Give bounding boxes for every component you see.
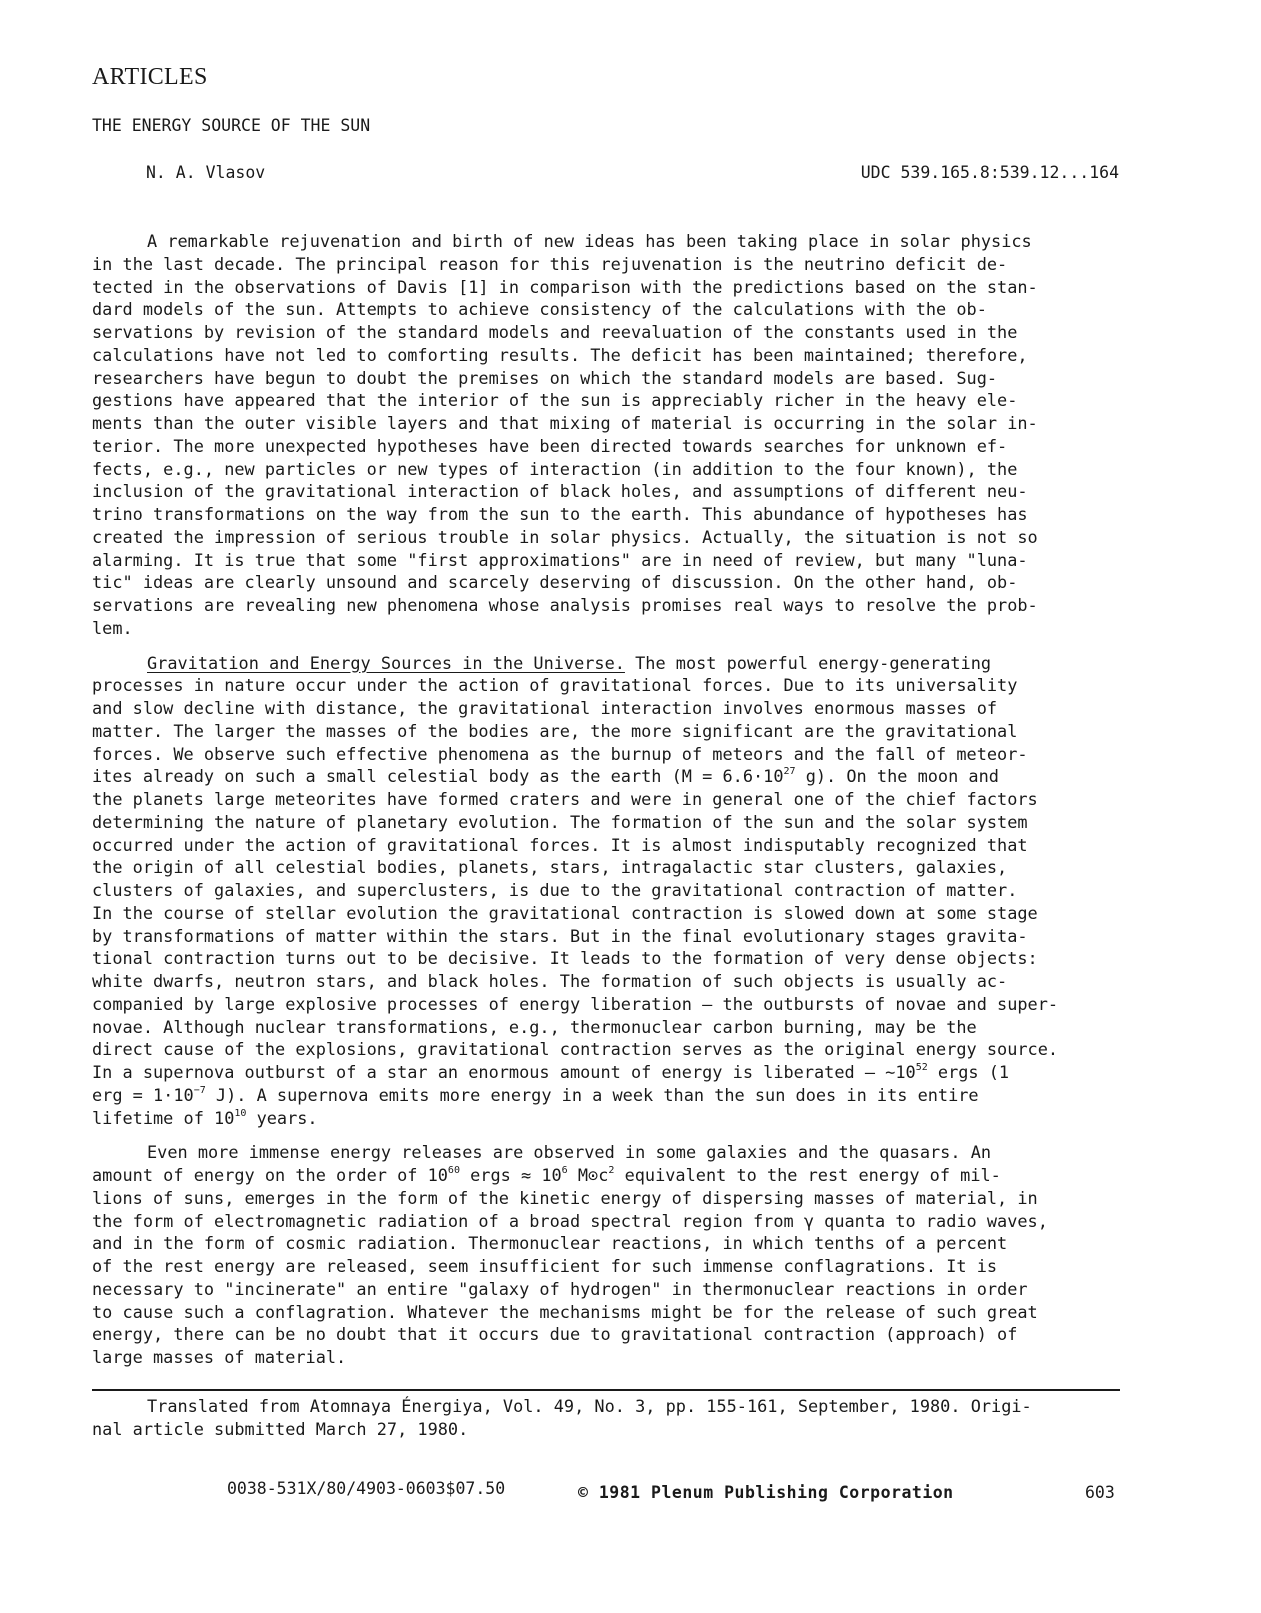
body-line: created the impression of serious trouble in solar physics. Actually, the situation is not so <box>92 526 1038 547</box>
body-line: alarming. It is true that some "first approximations" are in need of review, but many "luna- <box>92 549 1028 570</box>
section-heading: Gravitation and Energy Sources in the Universe. <box>147 652 625 673</box>
author: N. A. Vlasov <box>146 163 266 182</box>
body-line: in the last decade. The principal reason for this rejuvenation is the neutrino deficit de- <box>92 253 1008 274</box>
body-line: lions of suns, emerges in the form of the kinetic energy of dispersing masses of material, in <box>92 1187 1038 1208</box>
paragraph-galaxies <box>92 1141 1154 1369</box>
footnote-divider <box>92 1389 1120 1391</box>
body-line: determining the nature of planetary evolution. The formation of the sun and the solar system <box>92 811 1028 832</box>
body-line: amount of energy on the order of $10^{60}$ ergs ≈ $10^6$ $M⊙c^2$ equivalent to the rest energy of mil- <box>92 1165 1001 1185</box>
body-line: the planets large meteorites have formed craters and were in general one of the chief factors <box>92 789 1038 809</box>
body-line: processes in nature occur under the action of gravitational forces. Due to its universality <box>92 675 1018 696</box>
body-line: occurred under the action of gravitational forces. It is almost indisputably recognized that <box>92 834 1028 855</box>
body-line: dard models of the sun. Attempts to achieve consistency of the calculations with the ob- <box>92 299 987 320</box>
body-line: trino transformations on the way from the sun to the earth. This abundance of hypotheses has <box>92 504 1028 524</box>
body-line: necessary to "incinerate" an entire "galaxy of hydrogen" in thermonuclear reactions in order <box>92 1278 1028 1299</box>
body-line: inclusion of the gravitational interaction of black holes, and assumptions of different neu- <box>92 481 1028 502</box>
body-line: of the rest energy are released, seem insufficient for such immense conflagrations. It is <box>92 1256 998 1276</box>
body-line: researchers have begun to doubt the premises on which the standard models are based. Sug- <box>92 367 998 388</box>
copyright-notice: © 1981 Plenum Publishing Corporation <box>578 1483 954 1502</box>
body-line: by transformations of matter within the stars. But in the final evolutionary stages gravita- <box>92 925 1028 946</box>
body-line: In a supernova outburst of a star an enormous amount of energy is liberated — $\sim 10^{52}$ ergs (1 <box>92 1062 1010 1082</box>
body-line: servations by revision of the standard models and reevaluation of the constants used in the <box>92 322 1018 342</box>
body-line: and in the form of cosmic radiation. Thermonuclear reactions, in which tenths of a percent <box>92 1233 1008 1254</box>
body-line: A remarkable rejuvenation and birth of new ideas has been taking place in solar physics <box>147 231 1032 251</box>
body-line: direct cause of the explosions, gravitational contraction serves as the original energy source. <box>92 1039 1059 1060</box>
translation-footnote <box>92 1395 1154 1441</box>
body-line: Even more immense energy releases are observed in some galaxies and the quasars. An <box>147 1142 992 1163</box>
article-title: THE ENERGY SOURCE OF THE SUN <box>92 116 371 135</box>
body-line: matter. The larger the masses of the bodies are, the more significant are the gravitational <box>92 720 1018 741</box>
body-line: erg = $1\cdot 10^{-7}$ J). A supernova emits more energy in a week than the sun does in its entire <box>92 1084 979 1105</box>
body-line: lifetime of $10^{10}$ years. <box>92 1107 318 1128</box>
byline <box>146 163 1119 182</box>
body-line: In the course of stellar evolution the gravitational contraction is slowed down at some stage <box>92 902 1038 923</box>
page-footer <box>0 1479 1261 1509</box>
body-line: energy, there can be no doubt that it occurs due to gravitational contraction (approach) of <box>92 1324 1018 1345</box>
body-line: white dwarfs, neutron stars, and black holes. The formation of such objects is usually ac- <box>92 971 1008 991</box>
udc-code: UDC 539.165.8:539.12...164 <box>860 163 1119 182</box>
section-label: ARTICLES <box>92 64 208 90</box>
paragraph-gravitation <box>92 652 1154 1130</box>
body-line: gestions have appeared that the interior of the sun is appreciably richer in the heavy ele- <box>92 390 1018 411</box>
body-line: and slow decline with distance, the gravitational interaction involves enormous masses of <box>92 698 998 718</box>
body-line: clusters of galaxies, and superclusters, is due to the gravitational contraction of matter. <box>92 880 1018 900</box>
footnote-line: Translated from Atomnaya Énergiya, Vol. 49, No. 3, pp. 155-161, September, 1980. Origi- <box>147 1396 1032 1416</box>
body-line: terior. The more unexpected hypotheses have been directed towards searches for unknown ef- <box>92 435 1008 456</box>
body-line: tic" ideas are clearly unsound and scarcely deserving of discussion. On the other hand, ob- <box>92 572 1018 593</box>
body-line: calculations have not led to comforting results. The deficit has been maintained; therefore, <box>92 344 1028 365</box>
body-line: Gravitation and Energy Sources in the Universe. The most powerful energy-generating <box>147 652 992 673</box>
body-line: tional contraction turns out to be decisive. It leads to the formation of very dense objects: <box>92 948 1038 969</box>
body-line: companied by large explosive processes of energy liberation — the outbursts of novae and super- <box>92 993 1059 1014</box>
body-line: ments than the outer visible layers and that mixing of material is occurring in the solar in- <box>92 413 1038 433</box>
body-line: servations are revealing new phenomena whose analysis promises real ways to resolve the prob- <box>92 595 1038 615</box>
body-line: forces. We observe such effective phenomena as the burnup of meteors and the fall of meteor- <box>92 743 1028 764</box>
body-line: lem. <box>92 617 133 638</box>
footnote-line: nal article submitted March 27, 1980. <box>92 1418 469 1439</box>
body-line: large masses of material. <box>92 1347 347 1367</box>
body-line: the origin of all celestial bodies, planets, stars, intragalactic star clusters, galaxies, <box>92 857 1008 878</box>
body-line: tected in the observations of Davis [1] in comparison with the predictions based on the stan- <box>92 276 1038 297</box>
body-line: fects, e.g., new particles or new types of interaction (in addition to the four known), the <box>92 458 1018 479</box>
body-line: to cause such a conflagration. Whatever the mechanisms might be for the release of such great <box>92 1301 1038 1322</box>
body-line: the form of electromagnetic radiation of a broad spectral region from γ quanta to radio waves, <box>92 1210 1048 1231</box>
article-code: 0038-531X/80/4903-0603$07.50 <box>227 1479 506 1498</box>
article-body <box>92 230 1154 1369</box>
body-line: ites already on such a small celestial body as the earth ($M = 6.6\cdot 10^{27}$ g). On the moon and <box>92 766 999 787</box>
page-number: 603 <box>1085 1483 1115 1502</box>
body-line: novae. Although nuclear transformations, e.g., thermonuclear carbon burning, may be the <box>92 1016 977 1037</box>
paragraph-intro <box>92 230 1154 640</box>
